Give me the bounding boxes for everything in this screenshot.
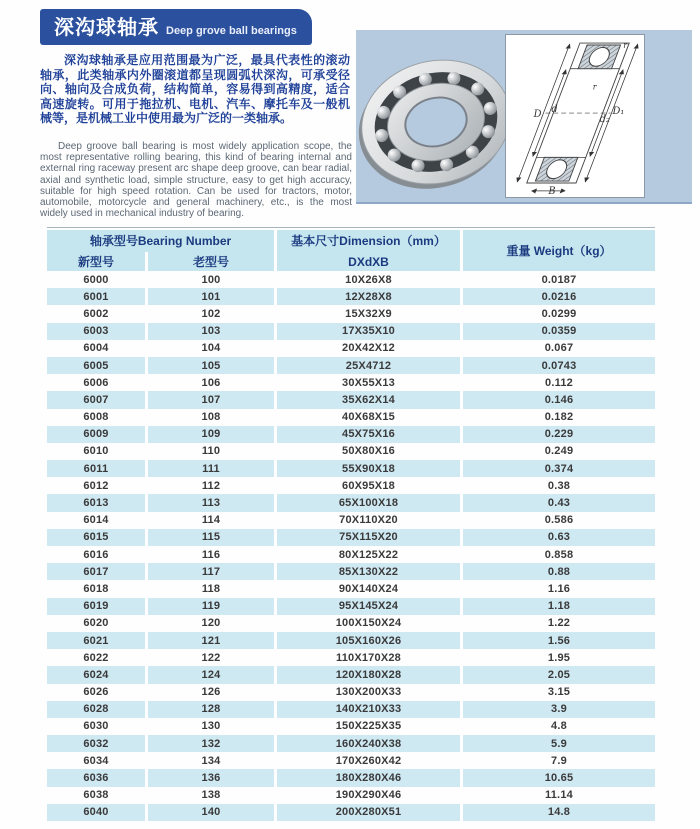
cell-weight: 1.95 xyxy=(547,651,571,664)
cell-weight: 4.8 xyxy=(551,720,567,733)
cell-old-model: 117 xyxy=(148,563,274,580)
cell-new-model: 6036 xyxy=(47,769,145,786)
cell-old-model: 130 xyxy=(201,720,221,733)
cell-dimension: 200X280X51 xyxy=(277,804,460,821)
cell-dimension: 110X170X28 xyxy=(335,651,401,664)
table-row xyxy=(47,512,655,529)
cell-new-model: 6014 xyxy=(83,514,109,527)
cell-weight: 0.0187 xyxy=(541,273,577,286)
table-row xyxy=(47,580,655,597)
cell-old-model: 111 xyxy=(148,460,274,477)
cell-dimension: 35X62X14 xyxy=(277,391,460,408)
cell-weight: 0.38 xyxy=(547,479,571,492)
table-row xyxy=(47,323,655,340)
header-dimension: 基本尺寸Dimension（mm） xyxy=(277,230,460,252)
diagram-label-D: D xyxy=(533,108,542,120)
cell-dimension: 55X90X18 xyxy=(277,460,460,477)
table-row xyxy=(47,804,655,821)
table-row xyxy=(47,494,655,511)
cell-weight: 0.067 xyxy=(544,342,574,355)
table-row xyxy=(47,409,655,426)
cell-weight: 11.14 xyxy=(545,789,573,802)
cell-new-model: 6004 xyxy=(83,342,109,355)
cell-old-model: 112 xyxy=(201,479,221,492)
cell-dimension: 15X32X9 xyxy=(345,307,392,320)
cell-old-model: 128 xyxy=(148,701,274,718)
header-new-model: 新型号 xyxy=(47,252,145,271)
cell-new-model: 6034 xyxy=(83,754,109,767)
cell-dimension: 190X290X46 xyxy=(335,789,402,802)
cell-dimension: 65X100X18 xyxy=(277,494,460,511)
cell-old-model: 132 xyxy=(148,735,274,752)
cell-dimension: 70X110X20 xyxy=(339,514,398,527)
cell-weight: 0.0216 xyxy=(463,288,655,305)
diagram-label-r-inner: r xyxy=(592,82,597,92)
table-row xyxy=(47,563,655,580)
cell-weight: 10.65 xyxy=(463,769,655,786)
table-row xyxy=(47,443,655,460)
cell-weight: 0.88 xyxy=(463,563,655,580)
table-row xyxy=(47,357,655,374)
cell-old-model: 107 xyxy=(148,391,274,408)
table-row xyxy=(47,632,655,649)
bearing-photo xyxy=(356,34,516,204)
cell-weight: 5.9 xyxy=(463,735,655,752)
cell-weight: 0.112 xyxy=(545,376,573,389)
table-row xyxy=(47,340,655,357)
cell-new-model: 6011 xyxy=(47,460,145,477)
cell-new-model: 6022 xyxy=(83,651,109,664)
table-row xyxy=(47,684,655,701)
cell-old-model: 114 xyxy=(201,514,221,527)
cell-new-model: 6021 xyxy=(47,632,145,649)
cell-new-model: 6028 xyxy=(47,701,145,718)
cell-old-model: 134 xyxy=(201,754,221,767)
cell-dimension: 30X55X13 xyxy=(342,376,395,389)
cell-old-model: 106 xyxy=(201,376,221,389)
table-row xyxy=(47,477,655,494)
cell-dimension: 90X140X24 xyxy=(338,582,399,595)
table-row xyxy=(47,701,655,718)
cell-new-model: 6019 xyxy=(47,598,145,615)
cell-new-model: 6017 xyxy=(47,563,145,580)
table-row xyxy=(47,305,655,322)
cell-new-model: 6008 xyxy=(83,411,109,424)
cell-new-model: 6018 xyxy=(83,582,109,595)
header-dimension-formula: DXdXB xyxy=(277,252,460,271)
cell-dimension: 12X28X8 xyxy=(277,288,460,305)
table-row xyxy=(47,615,655,632)
cell-old-model: 124 xyxy=(148,666,274,683)
cell-weight: 3.9 xyxy=(463,701,655,718)
figure-panel xyxy=(356,30,692,204)
cell-dimension: 130X200X33 xyxy=(335,686,402,699)
cell-old-model: 109 xyxy=(148,426,274,443)
cell-old-model: 115 xyxy=(148,529,274,546)
cell-weight: 0.586 xyxy=(544,514,574,527)
table-row xyxy=(47,752,655,769)
cell-dimension: 10X26X8 xyxy=(345,273,392,286)
cell-dimension: 60X95X18 xyxy=(342,479,395,492)
diagram-label-d: d xyxy=(551,104,558,116)
table-row xyxy=(47,718,655,735)
cell-new-model: 6024 xyxy=(47,666,145,683)
cell-weight: 3.15 xyxy=(547,686,571,699)
spec-table-body xyxy=(47,271,655,821)
cell-old-model: 136 xyxy=(148,769,274,786)
diagram-label-d2: d₂ xyxy=(599,113,610,125)
table-row xyxy=(47,460,655,477)
cell-dimension: 105X160X26 xyxy=(277,632,460,649)
page-title-english: Deep grove ball bearings xyxy=(166,25,297,37)
cell-new-model: 6020 xyxy=(83,617,109,630)
cell-new-model: 6032 xyxy=(47,735,145,752)
cell-weight: 14.8 xyxy=(463,804,655,821)
cell-weight: 1.22 xyxy=(547,617,571,630)
cell-weight: 0.0359 xyxy=(463,323,655,340)
cell-new-model: 6001 xyxy=(47,288,145,305)
cell-weight: 1.56 xyxy=(463,632,655,649)
table-row xyxy=(47,769,655,786)
table-row xyxy=(47,288,655,305)
cell-new-model: 6002 xyxy=(83,307,109,320)
cell-old-model: 102 xyxy=(201,307,221,320)
cell-weight: 0.229 xyxy=(463,426,655,443)
header-weight: 重量 Weight（kg） xyxy=(463,230,655,271)
cell-dimension: 25X4712 xyxy=(277,357,460,374)
cell-new-model: 6038 xyxy=(83,789,109,802)
cell-weight: 1.16 xyxy=(547,582,571,595)
cell-weight: 1.18 xyxy=(463,598,655,615)
table-row xyxy=(47,666,655,683)
table-row xyxy=(47,391,655,408)
cell-new-model: 6030 xyxy=(83,720,109,733)
cell-dimension: 20X42X12 xyxy=(342,342,395,355)
cell-weight: 0.249 xyxy=(544,445,574,458)
table-row xyxy=(47,271,655,288)
cell-old-model: 110 xyxy=(201,445,221,458)
table-row xyxy=(47,735,655,752)
cell-old-model: 113 xyxy=(148,494,274,511)
cell-dimension: 180X280X46 xyxy=(277,769,460,786)
cell-new-model: 6006 xyxy=(83,376,109,389)
cell-new-model: 6000 xyxy=(83,273,109,286)
cell-weight: 0.374 xyxy=(463,460,655,477)
cell-old-model: 120 xyxy=(201,617,221,630)
cell-new-model: 6013 xyxy=(47,494,145,511)
header-old-model: 老型号 xyxy=(148,252,274,271)
cell-old-model: 119 xyxy=(148,598,274,615)
cell-old-model: 105 xyxy=(148,357,274,374)
cell-weight: 0.0299 xyxy=(541,307,577,320)
intro-paragraph-english: Deep groove ball bearing is most widely application scope, the most representative rolling bearing, this kind of bearing internal and external ring raceway present arc shape deep groove, can bear radial, axial and synthetic load, simple structure, easy to get high accuracy, suitable for high speed rotation. Can be used for tractors, motor, automobile, motorcycle and general machinery, etc., is the most widely used in mechanical industry of bearing. xyxy=(40,141,352,220)
cell-dimension: 85X130X22 xyxy=(277,563,460,580)
cell-old-model: 104 xyxy=(201,342,221,355)
cell-old-model: 103 xyxy=(148,323,274,340)
cell-weight: 0.0743 xyxy=(463,357,655,374)
cell-dimension: 45X75X16 xyxy=(277,426,460,443)
cell-weight: 0.858 xyxy=(544,548,574,561)
cell-dimension: 50X80X16 xyxy=(342,445,395,458)
cell-old-model: 138 xyxy=(201,789,221,802)
cell-old-model: 126 xyxy=(201,686,221,699)
diagram-label-B: B xyxy=(548,185,556,197)
cell-weight: 7.9 xyxy=(551,754,567,767)
cell-dimension: 17X35X10 xyxy=(277,323,460,340)
table-row xyxy=(47,546,655,563)
cell-old-model: 101 xyxy=(148,288,274,305)
page-title xyxy=(40,9,312,45)
cell-weight: 0.63 xyxy=(463,529,655,546)
cell-dimension: 95X145X24 xyxy=(277,598,460,615)
cell-old-model: 100 xyxy=(201,273,221,286)
cell-dimension: 160X240X38 xyxy=(277,735,460,752)
cell-dimension: 140X210X33 xyxy=(277,701,460,718)
table-row xyxy=(47,787,655,804)
spec-table-header xyxy=(47,230,655,271)
table-row xyxy=(47,426,655,443)
cell-new-model: 6026 xyxy=(83,686,109,699)
table-row xyxy=(47,649,655,666)
cell-old-model: 108 xyxy=(201,411,221,424)
table-row xyxy=(47,529,655,546)
cell-weight: 0.146 xyxy=(463,391,655,408)
cell-weight: 0.43 xyxy=(463,494,655,511)
cell-old-model: 121 xyxy=(148,632,274,649)
cell-weight: 2.05 xyxy=(463,666,655,683)
cell-dimension: 170X260X42 xyxy=(335,754,402,767)
spec-table xyxy=(47,227,655,821)
cell-dimension: 120X180X28 xyxy=(277,666,460,683)
cell-new-model: 6016 xyxy=(83,548,109,561)
cell-dimension: 150X225X35 xyxy=(335,720,402,733)
cell-new-model: 6040 xyxy=(47,804,145,821)
diagram-label-D1: D₁ xyxy=(612,106,625,118)
page-title-chinese: 深沟球轴承 xyxy=(54,17,159,39)
cell-new-model: 6010 xyxy=(83,445,109,458)
cell-dimension: 40X68X15 xyxy=(342,411,395,424)
cell-old-model: 118 xyxy=(201,582,221,595)
table-row xyxy=(47,598,655,615)
cell-dimension: 80X125X22 xyxy=(338,548,399,561)
cell-new-model: 6012 xyxy=(83,479,109,492)
diagram-label-r-top: r xyxy=(623,40,628,50)
cell-old-model: 122 xyxy=(201,651,221,664)
cell-new-model: 6007 xyxy=(47,391,145,408)
cell-old-model: 140 xyxy=(148,804,274,821)
cell-new-model: 6015 xyxy=(47,529,145,546)
cell-dimension: 75X115X20 xyxy=(277,529,460,546)
bearing-dimension-diagram xyxy=(505,34,645,198)
intro-paragraph-chinese: 深沟球轴承是应用范围最为广泛，最具代表性的滚动轴承，此类轴承内外圈滚道都呈现圆弧状深沟，可承受径向、轴向及合成负荷，结构简单，容易得到高精度，适合高速旋转。可用于拖拉机、电机、汽车、摩托车及一般机械等，是机械工业中使用最为广泛的一类轴承。 xyxy=(40,53,350,126)
cell-new-model: 6009 xyxy=(47,426,145,443)
cell-old-model: 116 xyxy=(201,548,221,561)
cell-new-model: 6005 xyxy=(47,357,145,374)
cell-new-model: 6003 xyxy=(47,323,145,340)
cell-weight: 0.182 xyxy=(544,411,574,424)
table-row xyxy=(47,374,655,391)
header-bearing-number: 轴承型号Bearing Number xyxy=(47,230,274,252)
cell-dimension: 100X150X24 xyxy=(335,617,402,630)
